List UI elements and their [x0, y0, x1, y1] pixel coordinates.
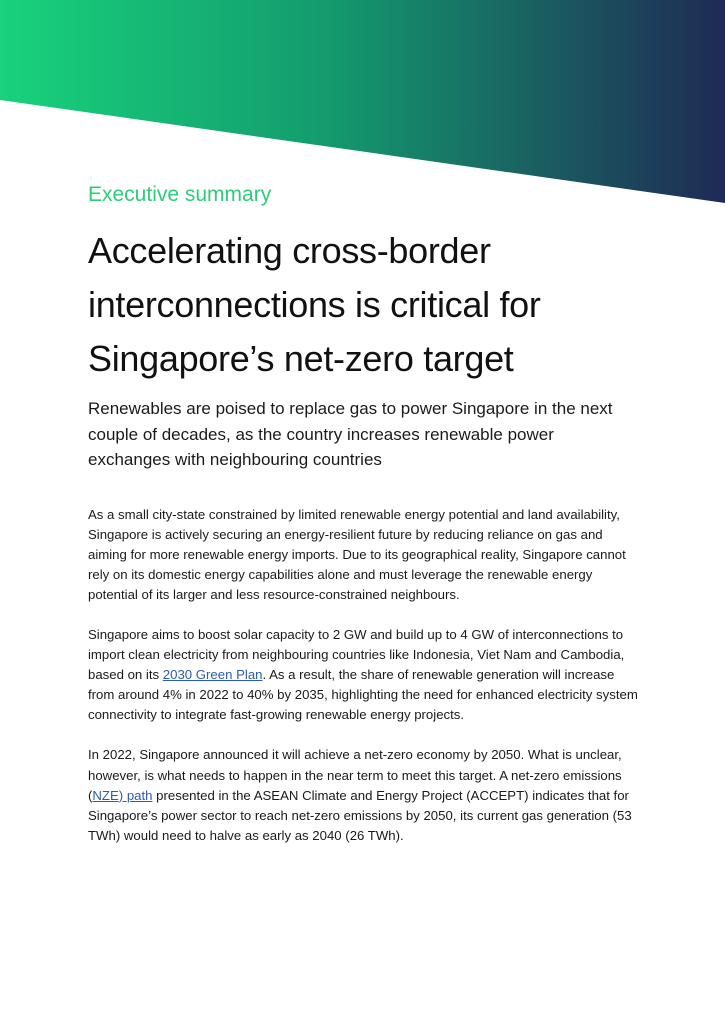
executive-summary-section: [88, 180, 638, 846]
body-paragraph-3: [88, 745, 638, 845]
paragraph-text: In 2022, Singapore announced it will achieve a net-zero economy by 2050. What is unclear, however, is what needs to happen in the near term to meet this target. A net-zero emissions (: [88, 747, 622, 803]
paragraph-text: presented in the ASEAN Climate and Energy Project (ACCEPT) indicates that for Singapore’s power sector to reach net-zero emissions by 2050, its current gas generation (53 TWh) would need to halve as early as 2040 (26 TWh).: [88, 787, 632, 843]
header-gradient-banner: [0, 0, 725, 210]
paragraph-text: . As a result, the share of renewable generation will increase from around 4% in 2022 to 40% by 2035, highlighting the need for enhanced electricity system connectivity to integrate fast-growing renewable energy projects.: [88, 667, 638, 723]
nze-path-link[interactable]: NZE) path: [92, 787, 153, 803]
page-title: Accelerating cross-border interconnections is critical for Singapore’s net-zero target: [88, 230, 541, 379]
body-paragraph-1: As a small city-state constrained by limited renewable energy potential and land availability, Singapore is actively securing an energy-resilient future by reducing reliance on gas and aiming for more renewable energy imports. Due to its geographical reality, Singapore cannot rely on its domestic energy capabilities alone and must leverage the renewable energy potential of its larger and less resource-constrained neighbours.: [88, 506, 626, 602]
body-paragraph-2: [88, 625, 638, 725]
section-label: Executive summary: [88, 183, 272, 206]
green-plan-link[interactable]: 2030 Green Plan: [162, 667, 263, 683]
paragraph-text: Singapore aims to boost solar capacity to 2 GW and build up to 4 GW of interconnections to import clean electricity from neighbouring countries like Indonesia, Viet Nam and Cambodia, based on its: [88, 626, 625, 683]
page-subtitle: Renewables are poised to replace gas to power Singapore in the next couple of decades, as the country increases renewable power exchanges with neighbouring countries: [88, 399, 613, 469]
